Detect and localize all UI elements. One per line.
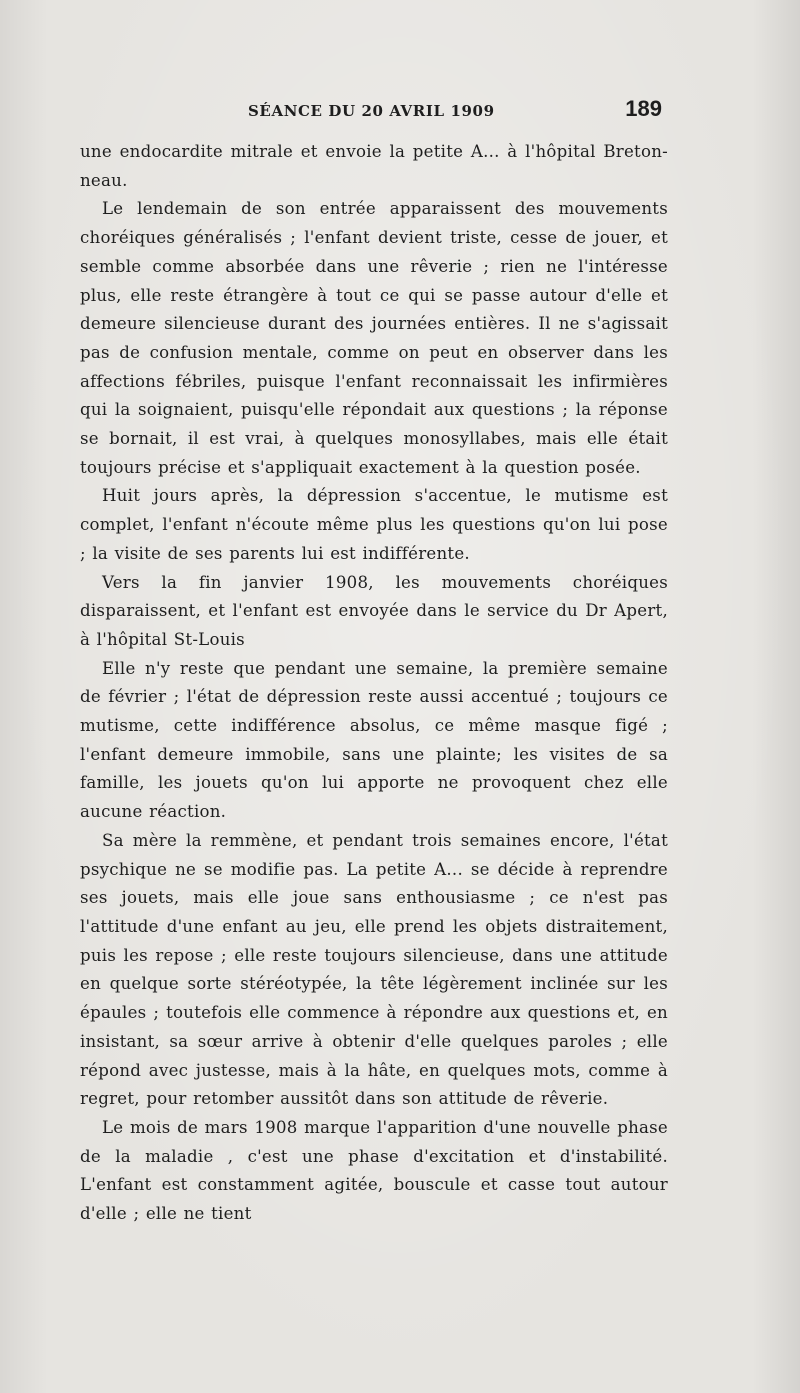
page-header	[80, 96, 668, 126]
paragraph: Huit jours après, la dépression s'accentue, le mutisme est complet, l'enfant n'écoute même plus les questions qu'on lui pose ; la visite de ses parents lui est indifférente.	[80, 486, 668, 563]
paragraph: Le lendemain de son entrée apparaissent des mouvements choréiques généralisés ; l'enfant devient triste, cesse de jouer, et semble comme absorbée dans une rêverie ; rien ne l'intéresse plus, elle reste étrangère à tout ce qui se passe autour d'elle et demeure silencieuse durant des journées entières. Il ne s'agissait pas de confusion mentale, comme on peut en observer dans les affections fébriles, puisque l'enfant reconnaissait les infirmières qui la soignaient, puisqu'elle répondait aux questions ; la réponse se bornait, il est vrai, à quelques monosyllabes, mais elle était toujours précise et s'appliquait exactement à la question posée.	[80, 199, 668, 477]
page-number: 189	[625, 96, 662, 121]
paragraph: Sa mère la remmène, et pendant trois semaines encore, l'état psychique ne se modifie pas. La petite A... se décide à reprendre ses jouets, mais elle joue sans enthousiasme ; ce n'est pas l'attitude d'une enfant au jeu, elle prend les objets distraitement, puis les repose ; elle reste toujours silencieuse, dans une attitude en quelque sorte stéréotypée, la tête légèrement inclinée sur les épaules ; toutefois elle commence à répondre aux questions et, en insistant, sa sœur arrive à obtenir d'elle quelques paroles ; elle répond avec justesse, mais à la hâte, en quelques mots, comme à regret, pour retomber aussitôt dans son attitude de rêverie.	[80, 830, 668, 1109]
paragraph: Elle n'y reste que pendant une semaine, la première semaine de février ; l'état de dépression reste aussi accentué ; toujours ce mutisme, cette indifférence absolus, ce même masque figé ; l'enfant demeure immobile, sans une plainte; les visites de sa famille, les jouets qu'on lui apporte ne provoquent chez elle aucune réaction.	[80, 658, 668, 822]
body-text	[80, 138, 668, 1229]
paragraph: Vers la fin janvier 1908, les mouvements choréiques disparaissent, et l'enfant est envoyée dans le service du Dr Apert, à l'hôpital St-Louis	[80, 572, 668, 649]
paragraph: une endocardite mitrale et envoie la petite A... à l'hôpital Breton-neau.	[80, 142, 668, 190]
running-title: SÉANCE DU 20 AVRIL 1909	[248, 102, 495, 120]
paragraph: Le mois de mars 1908 marque l'apparition d'une nouvelle phase de la maladie , c'est une phase d'excitation et d'instabilité. L'enfant est constamment agitée, bouscule et casse tout autour d'elle ; elle ne tient	[80, 1117, 668, 1224]
